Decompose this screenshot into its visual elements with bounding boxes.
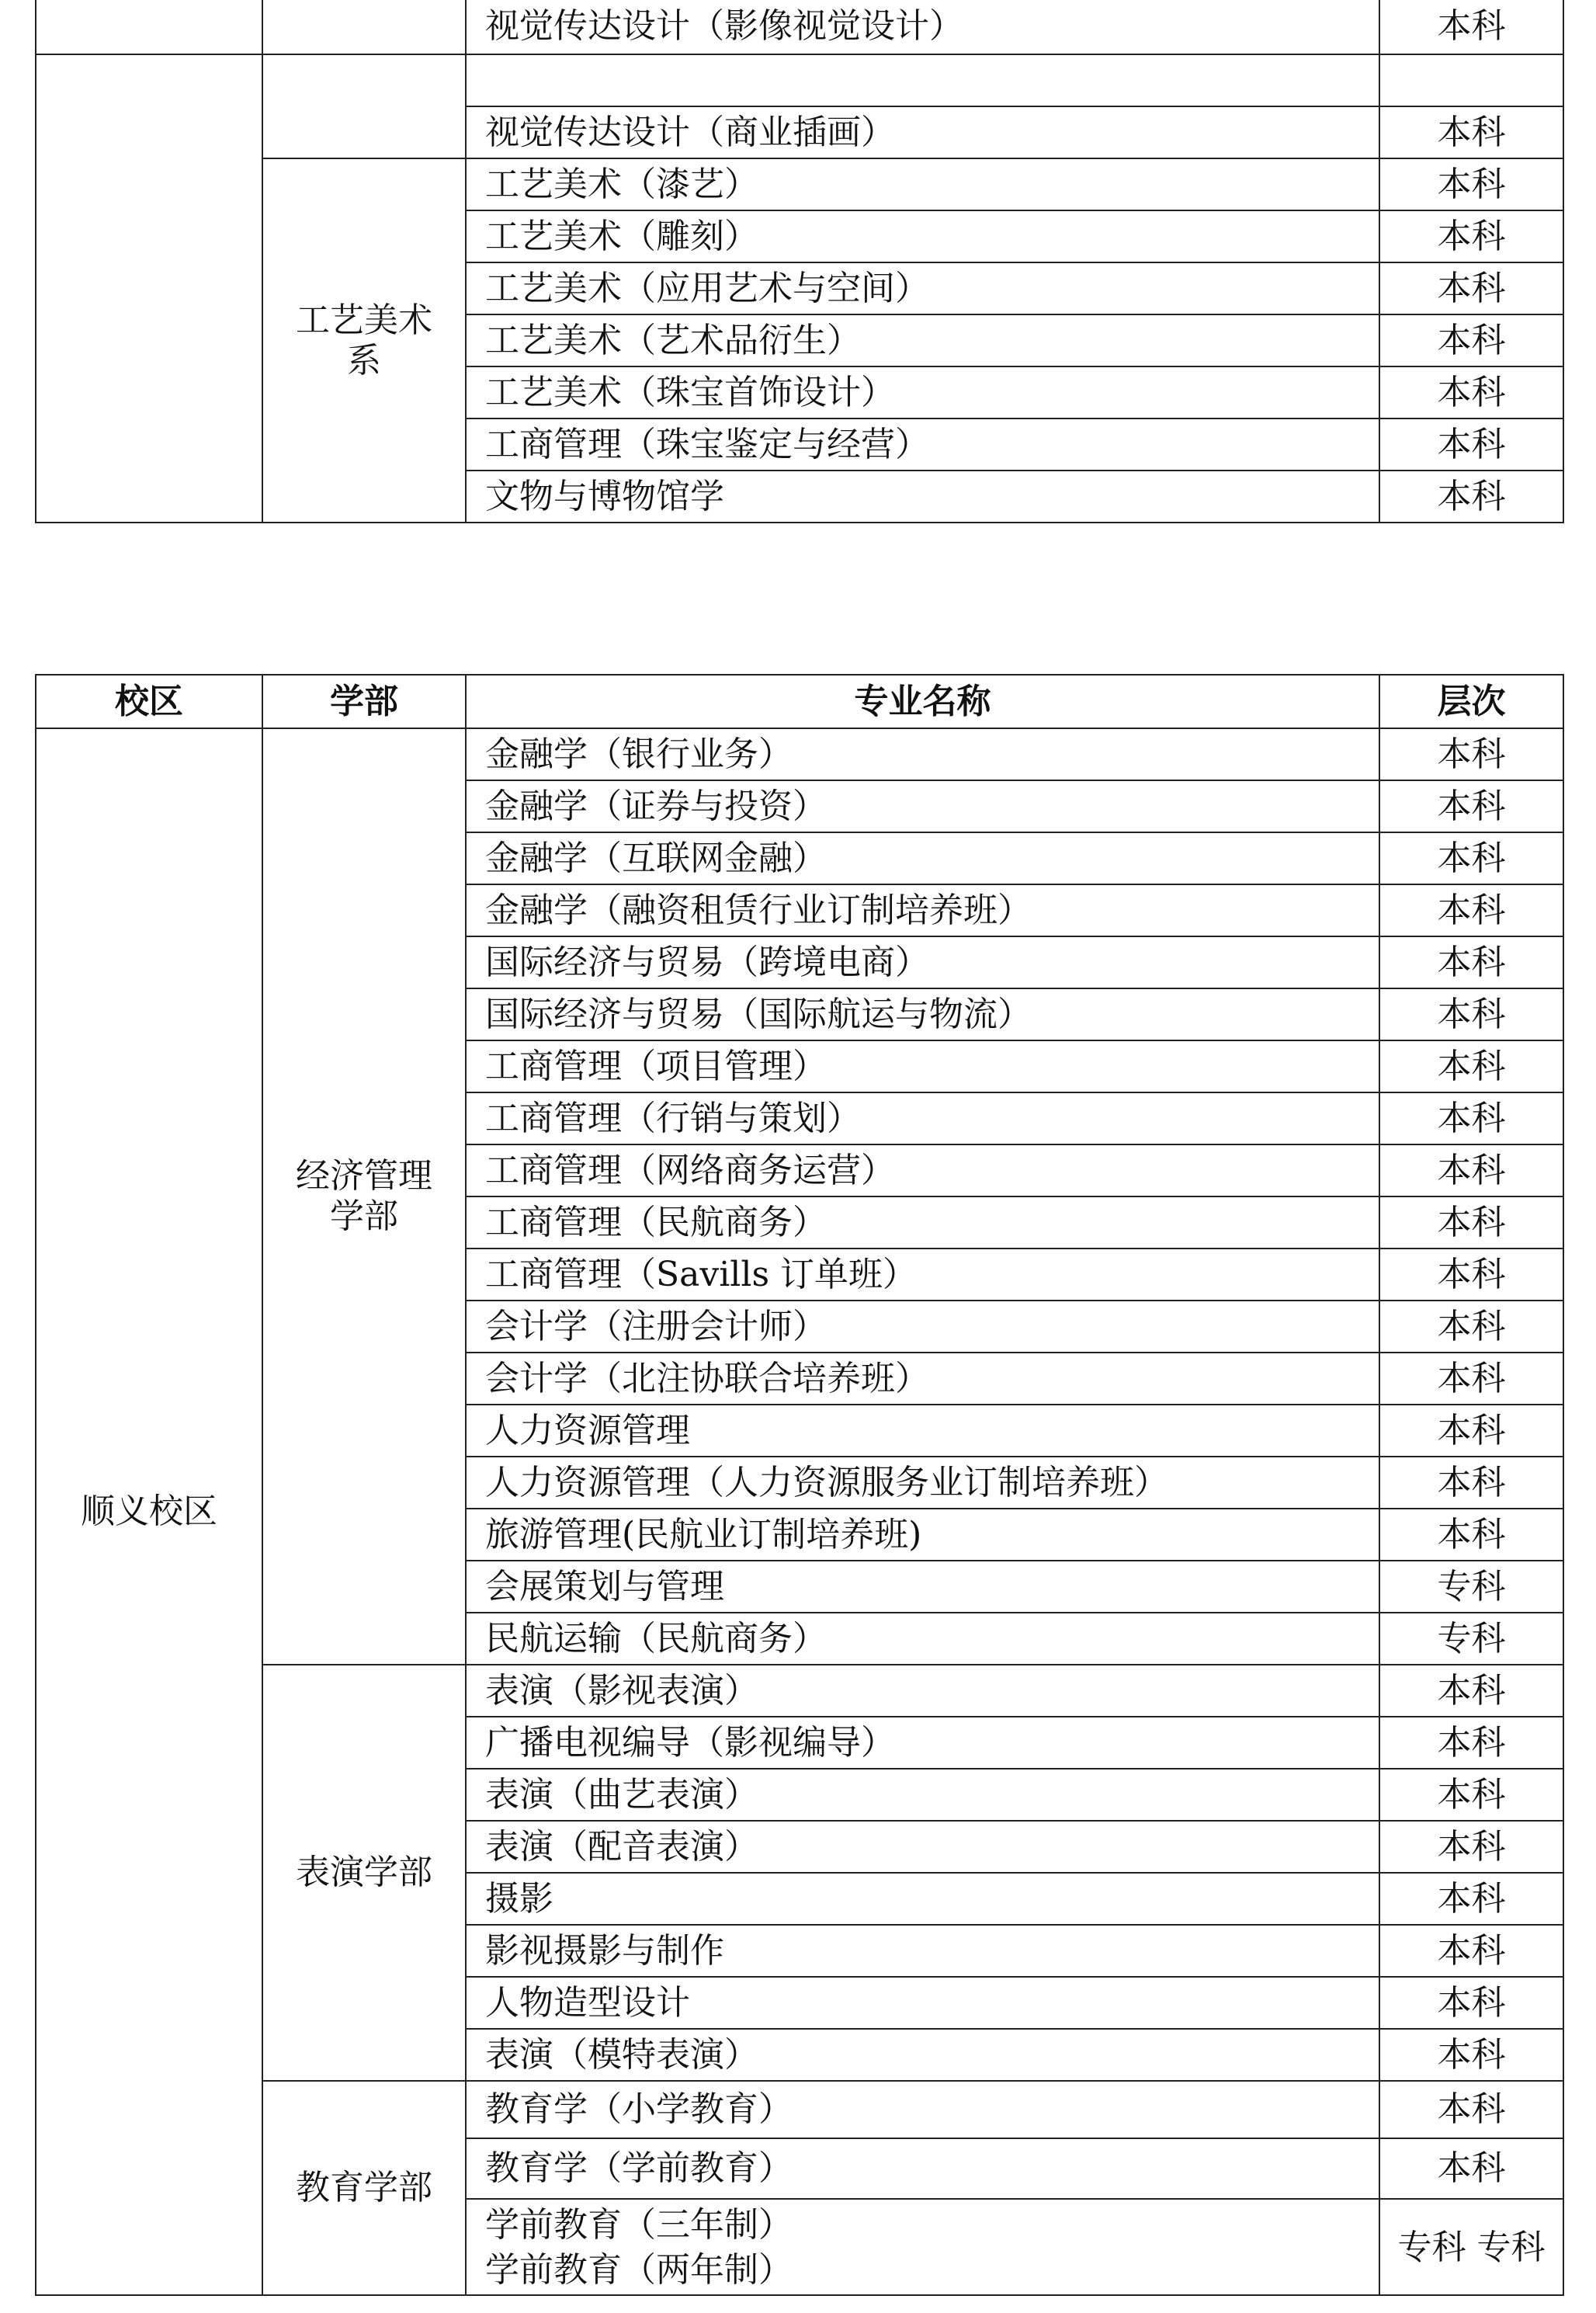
table-row	[36, 2081, 1563, 2138]
level-cell: 本科	[1379, 2029, 1563, 2081]
level-cell: 本科	[1379, 1509, 1563, 1561]
level-cell: 本科	[1379, 884, 1563, 936]
major-cell: 国际经济与贸易（国际航运与物流）	[466, 988, 1379, 1040]
level-cell: 本科	[1379, 366, 1563, 418]
level-cell: 本科	[1379, 1873, 1563, 1925]
level-cell: 本科	[1379, 210, 1563, 262]
level-cell: 本科	[1379, 1977, 1563, 2029]
level-cell: 本科	[1379, 832, 1563, 884]
level-cell: 本科	[1379, 1405, 1563, 1457]
level-line2: 专科	[1476, 2228, 1546, 2267]
major-cell: 教育学（小学教育）	[466, 2081, 1379, 2138]
level-cell: 本科	[1379, 1821, 1563, 1873]
level-cell	[1379, 2199, 1563, 2295]
level-cell: 本科	[1379, 314, 1563, 366]
table-row	[36, 158, 1563, 210]
level-cell: 本科	[1379, 988, 1563, 1040]
major-cell: 会计学（北注协联合培养班）	[466, 1353, 1379, 1405]
major-cell: 广播电视编导（影视编导）	[466, 1717, 1379, 1769]
major-cell: 表演（模特表演）	[466, 2029, 1379, 2081]
table-row	[36, 0, 1563, 54]
department-name-line1: 经济管理	[296, 1156, 432, 1196]
level-cell: 本科	[1379, 262, 1563, 314]
header-level: 层次	[1379, 675, 1563, 728]
campus-cell	[36, 0, 262, 54]
level-cell: 本科	[1379, 1092, 1563, 1144]
major-cell: 视觉传达设计（商业插画）	[466, 106, 1379, 158]
major-cell: 金融学（融资租赁行业订制培养班）	[466, 884, 1379, 936]
major-cell	[466, 2199, 1379, 2295]
header-major: 专业名称	[466, 675, 1379, 728]
level-cell: 本科	[1379, 1665, 1563, 1717]
major-cell: 教育学（学前教育）	[466, 2138, 1379, 2199]
majors-table-continued	[35, 0, 1564, 523]
major-cell: 影视摄影与制作	[466, 1925, 1379, 1977]
table-row	[36, 1665, 1563, 1717]
level-cell: 专科	[1379, 1561, 1563, 1613]
major-cell: 表演（配音表演）	[466, 1821, 1379, 1873]
level-cell: 本科	[1379, 728, 1563, 780]
level-cell: 本科	[1379, 2138, 1563, 2199]
level-cell: 本科	[1379, 1457, 1563, 1509]
major-cell: 金融学（互联网金融）	[466, 832, 1379, 884]
table-header-row	[36, 675, 1563, 728]
major-cell: 表演（影视表演）	[466, 1665, 1379, 1717]
department-name-line2: 学部	[330, 1196, 398, 1236]
major-cell: 摄影	[466, 1873, 1379, 1925]
major-line2: 学前教育（两年制）	[485, 2250, 793, 2290]
department-econ-cell	[262, 728, 466, 1665]
major-cell: 金融学（证券与投资）	[466, 780, 1379, 832]
major-cell: 人力资源管理（人力资源服务业订制培养班）	[466, 1457, 1379, 1509]
major-cell: 会展策划与管理	[466, 1561, 1379, 1613]
department-name-line1: 工艺美术	[296, 300, 432, 340]
header-department: 学部	[262, 675, 466, 728]
major-cell: 文物与博物馆学	[466, 471, 1379, 523]
major-cell: 工商管理（网络商务运营）	[466, 1144, 1379, 1196]
department-name-line2: 系	[347, 340, 381, 380]
department-performance-cell: 表演学部	[262, 1665, 466, 2081]
level-cell: 本科	[1379, 1717, 1563, 1769]
major-line1: 学前教育（三年制）	[485, 2205, 793, 2245]
header-campus: 校区	[36, 675, 262, 728]
major-cell: 民航运输（民航商务）	[466, 1613, 1379, 1665]
major-cell: 视觉传达设计（影像视觉设计）	[466, 0, 1379, 54]
level-cell: 本科	[1379, 1144, 1563, 1196]
major-cell: 工商管理（珠宝鉴定与经营）	[466, 418, 1379, 471]
campus-cell: 顺义校区	[36, 728, 262, 2295]
department-cell	[262, 0, 466, 54]
level-cell: 本科	[1379, 418, 1563, 471]
department-craft-cell	[262, 158, 466, 523]
major-cell: 工艺美术（艺术品衍生）	[466, 314, 1379, 366]
table-row	[36, 728, 1563, 780]
table-row	[36, 54, 1563, 106]
major-cell: 国际经济与贸易（跨境电商）	[466, 936, 1379, 988]
major-cell: 表演（曲艺表演）	[466, 1769, 1379, 1821]
department-cell	[262, 54, 466, 158]
major-cell: 工艺美术（漆艺）	[466, 158, 1379, 210]
level-line1: 专科	[1397, 2228, 1466, 2267]
major-cell: 工商管理（项目管理）	[466, 1040, 1379, 1092]
level-cell: 专科	[1379, 1613, 1563, 1665]
major-cell: 工商管理（行销与策划）	[466, 1092, 1379, 1144]
major-cell: 人力资源管理	[466, 1405, 1379, 1457]
major-cell	[466, 54, 1379, 106]
level-cell: 本科	[1379, 1196, 1563, 1249]
level-cell: 本科	[1379, 780, 1563, 832]
level-cell: 本科	[1379, 2081, 1563, 2138]
major-cell: 工商管理（Savills 订单班）	[466, 1249, 1379, 1301]
level-cell: 本科	[1379, 1040, 1563, 1092]
level-cell: 本科	[1379, 106, 1563, 158]
majors-table-shunyi	[35, 674, 1564, 2296]
level-cell: 本科	[1379, 1301, 1563, 1353]
major-cell: 金融学（银行业务）	[466, 728, 1379, 780]
level-cell: 本科	[1379, 1925, 1563, 1977]
major-cell: 工商管理（民航商务）	[466, 1196, 1379, 1249]
level-cell: 本科	[1379, 1769, 1563, 1821]
major-cell: 会计学（注册会计师）	[466, 1301, 1379, 1353]
level-cell: 本科	[1379, 1249, 1563, 1301]
department-education-cell: 教育学部	[262, 2081, 466, 2295]
major-cell: 人物造型设计	[466, 1977, 1379, 2029]
level-cell: 本科	[1379, 1353, 1563, 1405]
campus-cell	[36, 54, 262, 523]
level-cell	[1379, 54, 1563, 106]
major-cell: 工艺美术（珠宝首饰设计）	[466, 366, 1379, 418]
major-cell: 旅游管理(民航业订制培养班)	[466, 1509, 1379, 1561]
level-cell: 本科	[1379, 158, 1563, 210]
level-cell: 本科	[1379, 471, 1563, 523]
level-cell: 本科	[1379, 0, 1563, 54]
level-cell: 本科	[1379, 936, 1563, 988]
major-cell: 工艺美术（应用艺术与空间）	[466, 262, 1379, 314]
major-cell: 工艺美术（雕刻）	[466, 210, 1379, 262]
